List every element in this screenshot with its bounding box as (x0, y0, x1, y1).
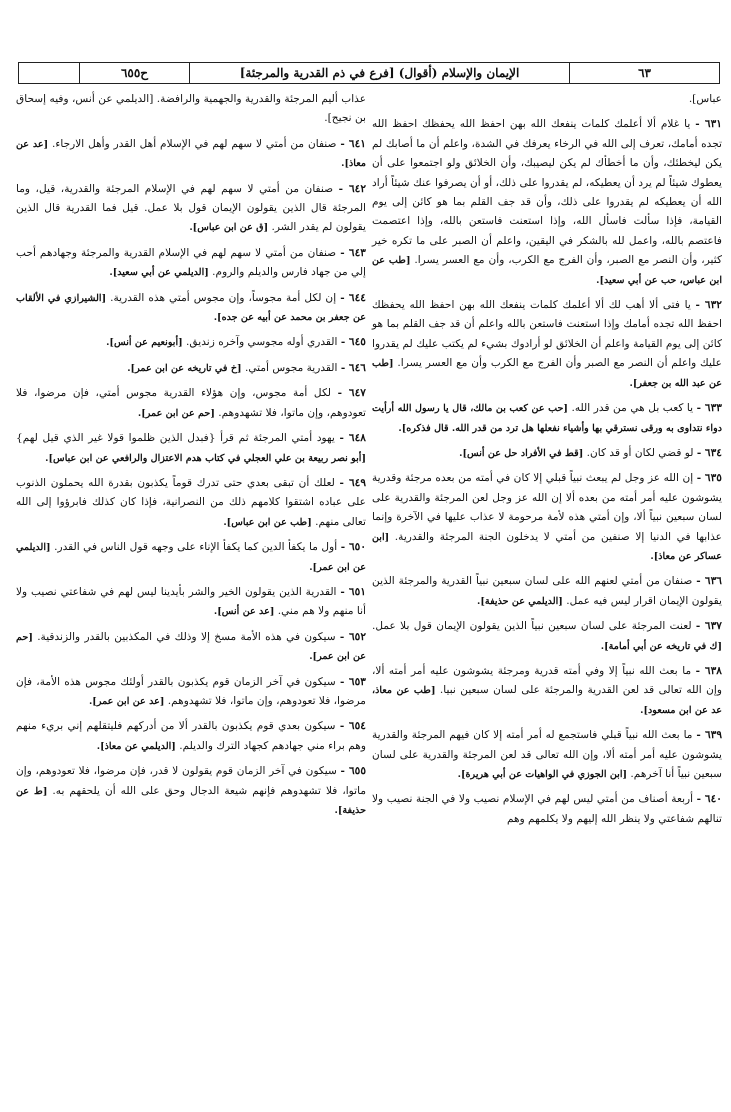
hadith-entry (16, 244, 366, 283)
hadith-source: [عد عن معاذ]. (16, 138, 366, 170)
hadith-text: يهود أمتي المرجئة ثم قرأ {فبدل الذين ظلموا قولا غير الذي قيل لهم} (16, 432, 335, 445)
hadith-entry (372, 115, 722, 290)
hadith-number: ٦٣١ - (695, 118, 722, 131)
hadith-source: [حب عن كعب بن مالك، قال يا رسول الله أرأيت دواء نتداوى به ورقى نسترقي بها وأشياء نفعلها هل ترد من قدر الله. قال فذكره]. (372, 403, 722, 434)
running-title: الإيمان والإسلام (أقوال) [فرع في ذم القدرية والمرجئة] (189, 63, 569, 83)
hadith-range: ح٦٥٥ (79, 63, 189, 83)
hadith-source: [أبو نصر ربيعة بن علي العجلي في كتاب هدم الاعتزال والرافعي عن ابن عباس]. (45, 452, 366, 464)
hadith-number: ٦٤٩ - (339, 476, 367, 489)
hadith-source: [طب عن ابن عباس، حب عن أبي سعيد]. (372, 255, 722, 286)
hadith-number: ٦٥٥ - (340, 765, 367, 778)
hadith-entry (16, 429, 366, 468)
page-number: ٦٣ (569, 63, 719, 83)
hadith-number: ٦٣٣ - (696, 402, 722, 415)
hadith-number: ٦٣٩ - (696, 729, 723, 742)
hadith-entry (16, 289, 366, 328)
page-header (18, 62, 720, 84)
continuation-text (16, 90, 366, 129)
continuation-text: عباس]. (688, 93, 722, 105)
hadith-number: ٦٤١ - (340, 137, 366, 150)
hadith-text: ما بعث الله نبياً قبلي فاستجمع له أمر أمته إلا كان فيهم المرجئة والقدرية يشوشون عليه أمر أمته ألا، وإن الله تعالى قد لعن المرجئة والقدرية على لسان سبعين نبياً أنا آخرهم. (372, 729, 722, 780)
hadith-entry (372, 296, 722, 393)
hadith-entry (16, 583, 366, 622)
hadith-source: [ط عن حذيفة]. (16, 785, 366, 816)
hadith-number: ٦٥٢ - (339, 630, 367, 643)
hadith-number: ٦٥٠ - (340, 541, 367, 554)
hadith-entry (16, 474, 366, 532)
hadith-source: [عد عن ابن عمر]. (88, 695, 165, 707)
hadith-number: ٦٤٢ - (338, 182, 367, 195)
hadith-entry (16, 384, 366, 423)
hadith-text: يا غلام ألا أعلمك كلمات ينفعك الله بهن احفظ الله يحفظك احفظ الله تجده أمامك، تعرف إلى الله في الرخاء يعرفك في الشدة، واعلم أن ما أصابك لم يكن ليخطئك، وأن ما أخطأك لم يكن ليصيبك، وأن الخلائق ولو اجتمعوا على أن يعطوك شيئاً لم يرد أن يعطيكه، لم يقدروا على ذلك، أو أن يصرفوا عنك شيئاً أراد الله أن يعطيكه لم يقدروا على ذلك، وأن قد جف القلم بما هو كائن إلى يوم القيامة، فإذا سألت فاسأل الله، وإذا استعنت فاستعن بالله، وإذا اعتصمت فاعتصم بالله، واعمل لله بالشكر في اليقين، واعلم أن الصبر على ما تكره خير كثير، وأن النصر مع الصبر، وأن الفرج مع الكرب، وأن مع العسر يسرا. (372, 118, 722, 267)
hadith-number: ٦٥٤ - (339, 720, 366, 733)
hadith-source: [الديلمي عن حذيفة]. (477, 595, 563, 607)
hadith-entry (16, 135, 366, 174)
hadith-number: ٦٤٦ - (340, 361, 366, 374)
hadith-entry (372, 444, 722, 463)
hadith-text: أربعة أصناف من أمتي ليس لهم في الإسلام نصيب ولا في الجنة نصيب ولا تنالهم شفاعتي ولا ينظر الله إليهم ولا يكلمهم وهم (372, 793, 722, 825)
hadith-text: سيكون في آخر الزمان قوم يكذبون بالقدر أولئك مجوس هذه الأمة، فإن مرضوا، فلا تعودوهم، وإن ماتوا، فلا تشهدوهم. (16, 675, 366, 707)
hadith-source: [الديلمي عن ابن عمر]. (16, 542, 366, 573)
hadith-source: [طب عن عبد الله بن جعفر]. (372, 358, 722, 389)
hadith-entry (372, 617, 722, 656)
hadith-entry (372, 662, 722, 720)
hadith-source: [الشيرازي في الألقاب عن جعفر بن محمد عن أبيه عن جده]. (16, 292, 366, 324)
hadith-entry (372, 726, 722, 784)
hadith-number: ٦٣٦ - (696, 575, 722, 588)
hadith-entry (16, 538, 366, 577)
right-column (372, 90, 722, 835)
left-column (16, 90, 366, 826)
hadith-entry (16, 359, 366, 378)
hadith-source: [عد عن أنس]. (213, 606, 275, 618)
hadith-source: [حم عن ابن عمر]. (137, 407, 215, 419)
hadith-text: سيكون في آخر الزمان قوم يقولون لا قدر، فإن مرضوا، فلا تعودوهم، وإن ماتوا، فلا تشهدوهم فإنهم شيعة الدجال وحق على الله أن يلحقهم به. (16, 765, 366, 797)
hadith-source: [قط في الأفراد حل عن أنس]. (459, 447, 584, 459)
hadith-source: [ابن عساكر عن معاذ]. (372, 531, 722, 562)
left-entries (16, 135, 366, 821)
continuation-source: [الديلمي عن أنس، وفيه إسحاق بن نجيح]. (16, 93, 366, 125)
hadith-source: [طب عن ابن عباس]. (223, 516, 312, 528)
hadith-entry (16, 762, 366, 820)
hadith-source: [ابن الجوزي في الواهيات عن أبي هريرة]. (457, 769, 628, 780)
right-entries (372, 115, 722, 829)
hadith-source: [الديلمي عن أبي سعيد]. (109, 267, 209, 279)
hadith-entry (372, 469, 722, 566)
hadith-text: إن لكل أمة مجوساً، وإن مجوس أمتي هذه القدرية. (110, 291, 337, 304)
hadith-number: ٦٥١ - (340, 585, 366, 598)
hadith-text: القدري أوله مجوسي وآخره زنديق. (186, 336, 338, 349)
hadith-number: ٦٣٥ - (696, 472, 722, 485)
hadith-text: صنفان من أمتي لا سهم لهم في الإسلام أهل القدر وأهل الارجاء. (52, 137, 337, 150)
hadith-text: إن الله عز وجل لم يبعث نبياً قبلي إلا كان في أمته من بعده مرجئة وقدرية يشوشون عليه أمر أمته من بعده ألا إن الله عز وجل لعن المرجئة والقدرية على لسان سبعين نبياً ألا، وإن أمتي هذه لأمة مرحومة لا عذاب عليها في الآخرة وإنما عذابها في الدنيا إلا صنفين من أمتي لا يدخلون الجنة المرجئة والقدرية. (372, 472, 722, 543)
hadith-text: يا فتى ألا أهب لك ألا أعلمك كلمات ينفعك الله بهن احفظ الله يحفظك احفظ الله تجده أمامك وإذا استعنت فاستعن بالله واعلم أن قد جف القلم بما هو كائن إلى يوم القيامة واعلم أن الخلائق لو أرادوك بشيء لم يكتب عليك لم يقدروا عليك واعلم أن النصر مع الصبر وأن الفرج مع الكرب وأن مع العسر يسرا. (372, 299, 722, 370)
hadith-source: [طب عن معاذ، عد عن ابن مسعود]. (372, 685, 722, 716)
hadith-number: ٦٤٣ - (340, 246, 366, 259)
hadith-text: لعلك أن تبقى بعدي حتى تدرك قوماً يكذبون بقدرة الله يحملون الذنوب على عباده اشتقوا كلامهم ذلك من النصرانية، فإذا كان كذلك فابرؤوا إلى الله تعالى منهم. (16, 476, 366, 528)
hadith-text: يا كعب بل هي من قدر الله. (571, 402, 694, 415)
hadith-text: صنفان من أمتي لعنهم الله على لسان سبعين نبياً القدرية والمرجئة الذين يقولون الإيمان اقرار ليس فيه عمل. (372, 575, 722, 607)
hadith-entry (16, 333, 366, 352)
hadith-number: ٦٤٥ - (340, 336, 366, 349)
hadith-source: [ق عن ابن عباس]. (189, 222, 269, 234)
hadith-text: أول ما يكفأ الدين كما يكفأ الإناء على وجهه قول الناس في القدر. (54, 541, 338, 554)
hadith-number: ٦٥٣ - (339, 675, 366, 688)
hadith-entry (16, 180, 366, 238)
hadith-entry (372, 572, 722, 611)
hadith-text: لكل أمة مجوس، وإن هؤلاء القدرية مجوس أمتي، فإن مرضوا، فلا تعودوهم، وإن ماتوا، فلا تشهدوهم. (16, 387, 366, 419)
hadith-number: ٦٤٤ - (340, 291, 366, 304)
hadith-entry (16, 673, 366, 712)
hadith-entry (16, 628, 366, 667)
hadith-text: سيكون بعدي قوم يكذبون بالقدر ألا من أدركهم فليتقلهم إني بريء منهم وهم براء مني جهادهم كجهاد الترك والديلم. (16, 720, 366, 752)
hadith-number: ٦٣٤ - (696, 446, 722, 459)
hadith-text: لعنت المرجئة على لسان سبعين نبياً الذين يقولون الإيمان قول بلا عمل. (372, 620, 692, 633)
hadith-number: ٦٣٢ - (695, 299, 722, 312)
hadith-source: [أبونعيم عن أنس]. (106, 337, 183, 349)
hadith-number: ٦٤٠ - (696, 793, 722, 806)
hadith-text: سيكون في هذه الأمة مسخ إلا وذلك في المكذبين بالقدر والزندقية. (37, 630, 336, 643)
hadith-number: ٦٣٨ - (695, 664, 722, 677)
hadith-text: القدرية مجوس أمتي. (244, 361, 338, 374)
hadith-number: ٦٣٧ - (695, 620, 722, 633)
hadith-entry (372, 399, 722, 438)
hadith-number: ٦٤٧ - (337, 387, 366, 400)
hadith-text: صنفان من أمتي لا سهم لهم في الإسلام القدرية والمرجئة وجهادهم أحب إلي من جهاد فارس والديلم والروم. (16, 246, 366, 279)
hadith-source: [حم عن ابن عمر]. (16, 631, 366, 663)
hadith-text: القدرية الذين يقولون الخير والشر بأيدينا ليس لهم في شفاعتي نصيب ولا أنا منهم ولا هم مني. (16, 585, 366, 618)
hadith-text: صنفان من أمتي لا سهم لهم في الإسلام المرجئة والقدرية، قيل، وما المرجئة قال الذين يقولون الإيمان قول بلا عمل. قيل فما القدرية قال الذين يقولون لم يقدر الشر. (16, 182, 366, 234)
header-blank-cell (19, 63, 79, 83)
hadith-source: [ك في تاريخه عن أبي أمامة]. (600, 640, 722, 652)
hadith-entry (372, 790, 722, 829)
continuation-body: عذاب أليم المرجئة والقدرية والجهمية والرافضة. (156, 93, 367, 105)
hadith-number: ٦٤٨ - (339, 432, 366, 445)
hadith-source: [الديلمي عن معاذ]. (96, 740, 176, 752)
hadith-text: ما بعث الله نبياً إلا وفي أمته قدرية ومرجئة يشوشون عليه أمر أمته ألا، وإن الله تعالى قد لعن القدرية والمرجئة على لسان سبعين نبيا. (372, 664, 722, 697)
hadith-entry (16, 717, 366, 756)
hadith-text: لو قضي لكان أو قد كان. (586, 446, 694, 459)
hadith-source: [خ في تاريخه عن ابن عمر]. (127, 362, 242, 374)
